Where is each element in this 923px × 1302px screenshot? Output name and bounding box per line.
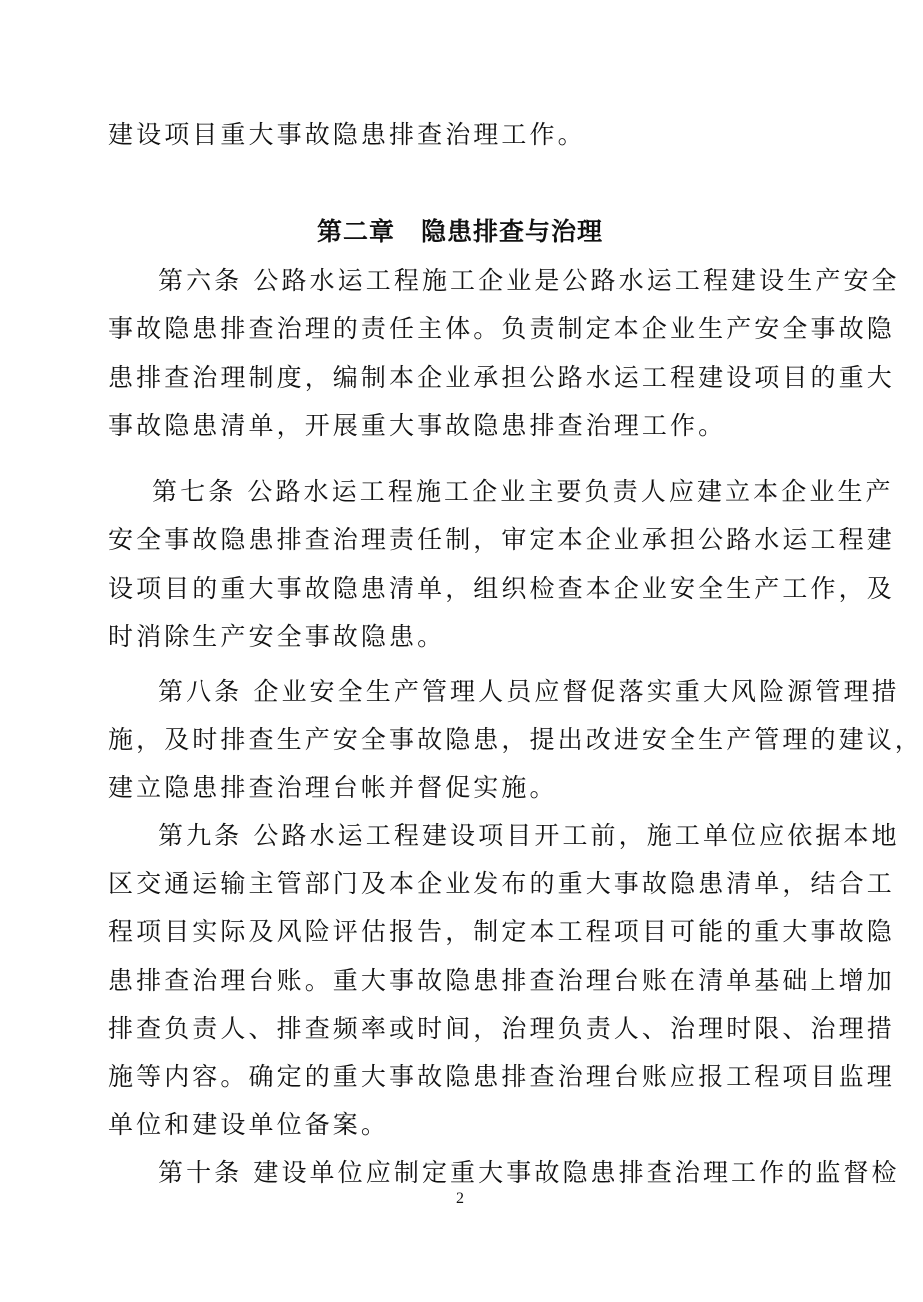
article-8-line: 建立隐患排查治理台帐并督促实施。 — [108, 773, 558, 802]
article-9-line: 程项目实际及风险评估报告，制定本工程项目可能的重大事故隐 — [108, 917, 895, 946]
article-9-line: 患排查治理台账。重大事故隐患排查治理台账在清单基础上增加 — [108, 966, 895, 995]
article-8-line: 施，及时排查生产安全事故隐患，提出改进安全生产管理的建议， — [108, 725, 923, 754]
article-7-line: 安全事故隐患排查治理责任制，审定本企业承担公路水运工程建 — [108, 525, 895, 554]
article-9-line: 第九条 公路水运工程建设项目开工前，施工单位应依据本地 — [158, 821, 900, 850]
article-8-line: 第八条 企业安全生产管理人员应督促落实重大风险源管理措 — [158, 677, 900, 706]
article-9-line: 施等内容。确定的重大事故隐患排查治理台账应报工程项目监理 — [108, 1062, 895, 1091]
article-7-line: 第七条 公路水运工程施工企业主要负责人应建立本企业生产 — [152, 477, 894, 506]
article-6-line: 患排查治理制度，编制本企业承担公路水运工程建设项目的重大 — [108, 363, 895, 392]
continuation-line: 建设项目重大事故隐患排查治理工作。 — [108, 120, 586, 149]
article-10-line: 第十条 建设单位应制定重大事故隐患排查治理工作的监督检 — [158, 1158, 900, 1187]
page-number: 2 — [456, 1190, 464, 1207]
article-7-line: 时消除生产安全事故隐患。 — [108, 622, 446, 651]
article-7-line: 设项目的重大事故隐患清单，组织检查本企业安全生产工作，及 — [108, 574, 895, 603]
article-6-line: 事故隐患清单，开展重大事故隐患排查治理工作。 — [108, 411, 727, 440]
article-6-line: 第六条 公路水运工程施工企业是公路水运工程建设生产安全 — [158, 266, 900, 295]
article-9-line: 单位和建设单位备案。 — [108, 1110, 390, 1139]
article-6-line: 事故隐患排查治理的责任主体。负责制定本企业生产安全事故隐 — [108, 314, 895, 343]
article-9-line: 排查负责人、排查频率或时间，治理负责人、治理时限、治理措 — [108, 1014, 895, 1043]
chapter-heading: 第二章 隐患排查与治理 — [316, 217, 603, 246]
article-9-line: 区交通运输主管部门及本企业发布的重大事故隐患清单，结合工 — [108, 869, 895, 898]
